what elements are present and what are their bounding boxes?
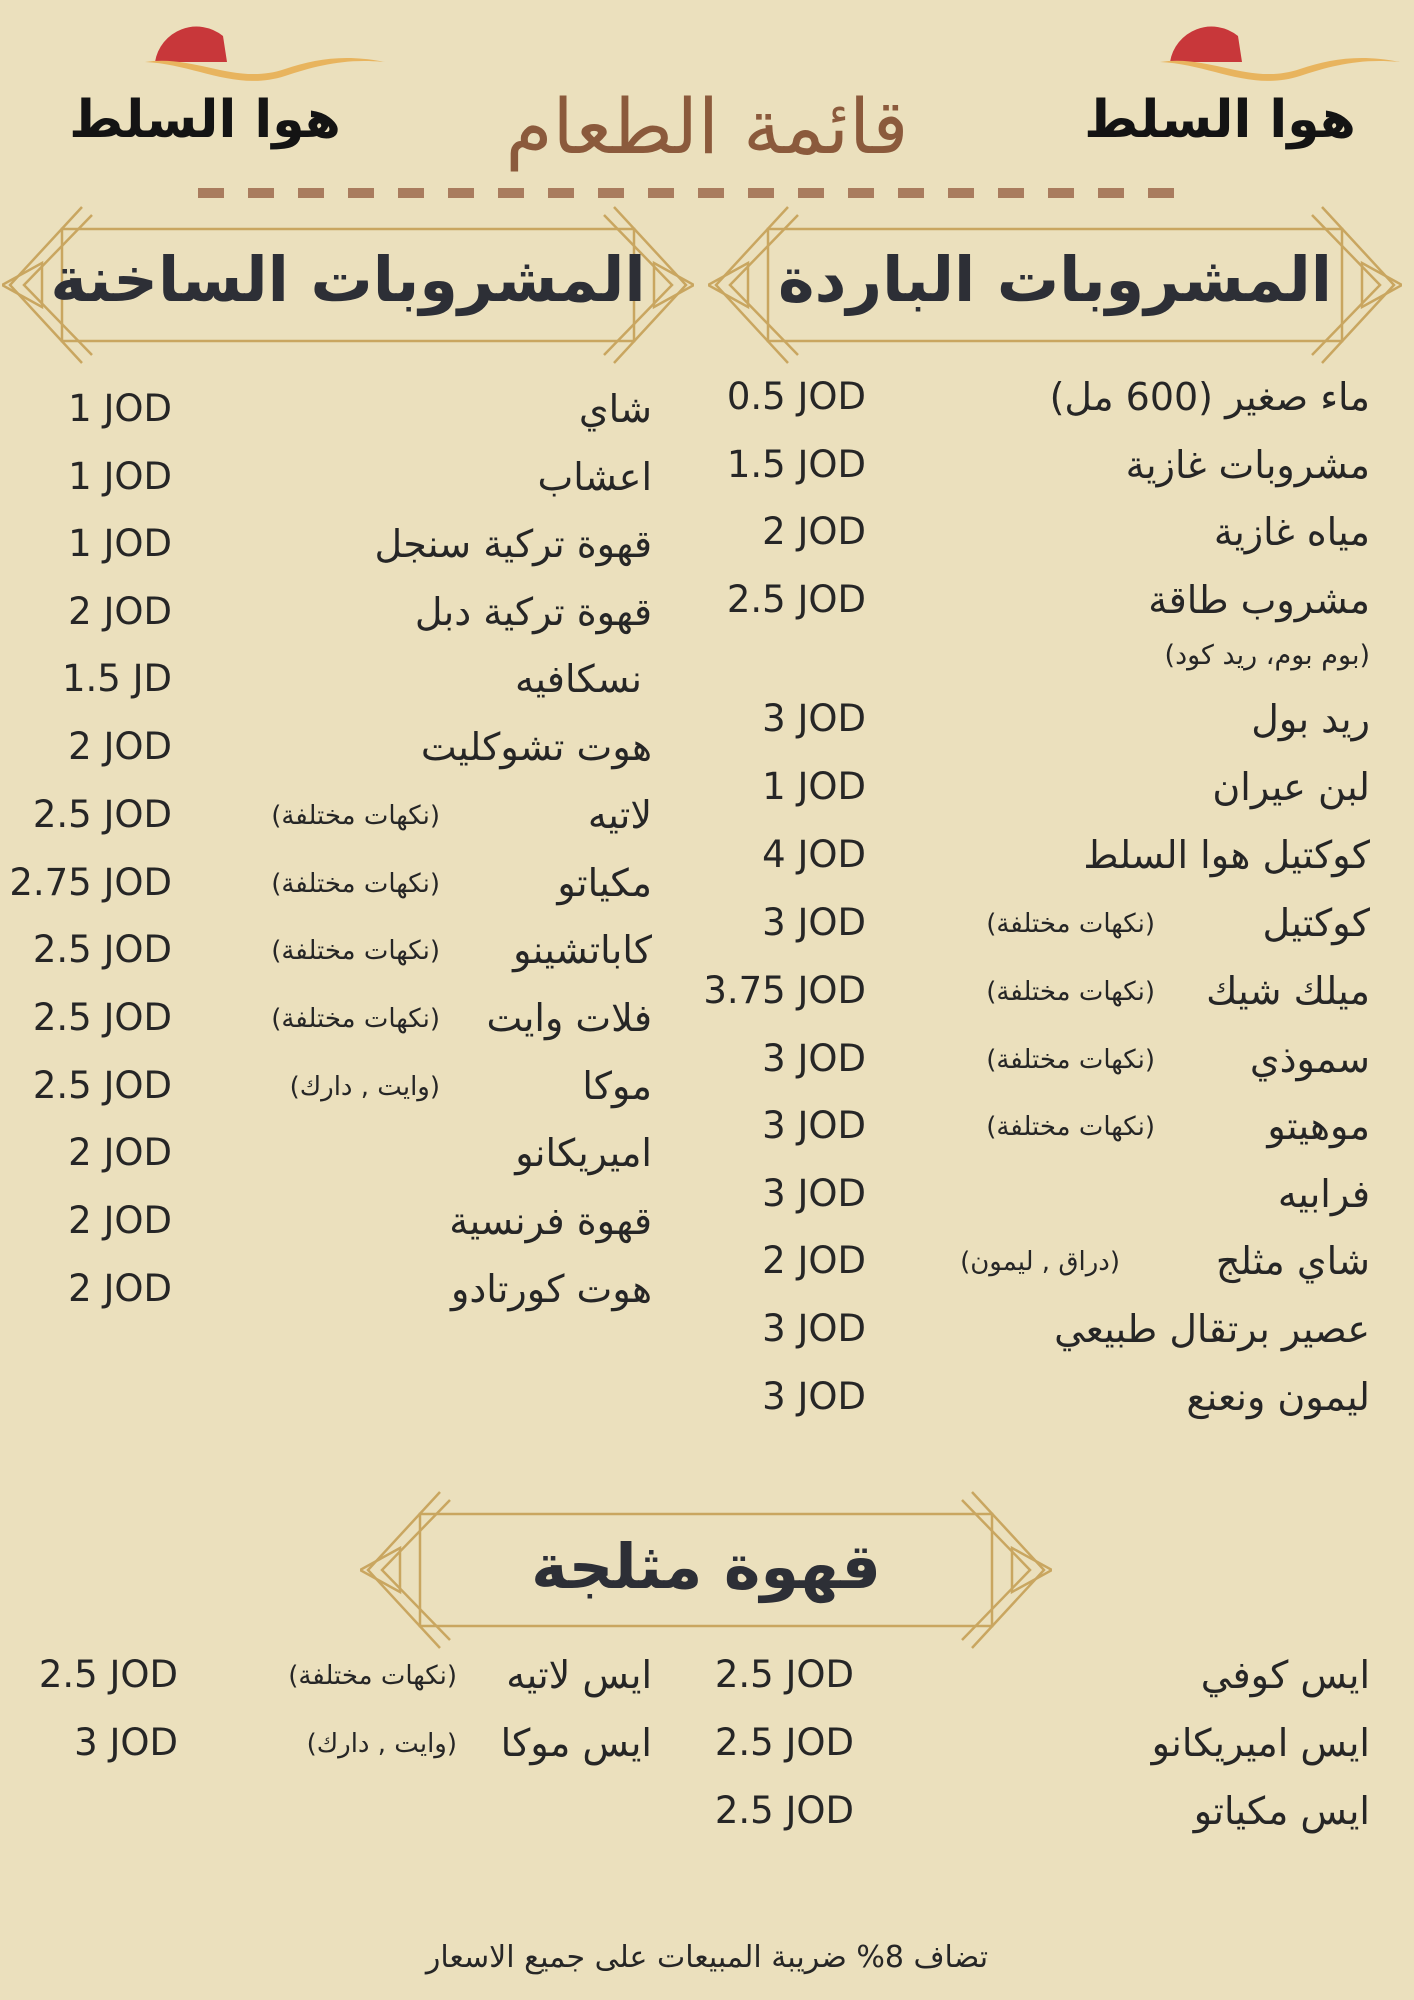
item-note: (نكهات مختلفة) [986,1045,1155,1075]
list-item [700,1718,1370,1768]
list-item [700,1236,1370,1286]
list-item [8,1061,652,1111]
item-name: ريد بول [1251,697,1370,741]
item-price: 2.75 JOD [9,861,172,904]
item-name: لاتيه [587,793,652,837]
hot-drinks-heading: المشروبات الساخنة [50,243,646,316]
item-name: هوت كورتادو [450,1267,652,1311]
item-name: مياه غازية [1213,510,1370,554]
cold-drinks-heading: المشروبات الباردة [778,243,1332,316]
item-price: 2 JOD [762,510,866,553]
sun-wave-icon [115,14,385,84]
list-item [700,1650,1370,1700]
item-name: ايس كوفي [1200,1653,1370,1697]
item-price: 1 JOD [762,765,866,808]
list-item [700,830,1370,880]
list-item [700,1101,1370,1151]
tax-note: تضاف 8% ضريبة المبيعات على جميع الاسعار [425,1940,989,1975]
item-price: 3 JOD [74,1721,178,1764]
dashed-divider [198,188,1198,198]
item-name: كوكتيل [1262,901,1370,945]
item-note: (وايت , دارك) [306,1729,457,1759]
item-name: كوكتيل هوا السلط [1083,833,1370,877]
item-price: 1 JOD [68,522,172,565]
cold-drinks-banner [708,205,1402,365]
item-price: 3 JOD [762,1037,866,1080]
item-note: (نكهات مختلفة) [271,801,440,831]
list-item [8,384,652,434]
item-note: (نكهات مختلفة) [986,1112,1155,1142]
sun-wave-icon [1130,14,1400,84]
item-price: 2 JOD [68,1199,172,1242]
item-name: شاي [578,387,652,431]
list-item [8,519,652,569]
item-price: 2 JOD [68,725,172,768]
item-note: (دراق , ليمون) [960,1247,1120,1277]
item-name: اميريكانو [515,1131,652,1175]
item-name: نسكافيه [514,657,642,701]
item-price: 2.5 JOD [726,578,866,621]
list-item [700,372,1370,422]
item-name: مشروب طاقة [1148,578,1370,622]
list-item [8,452,652,502]
item-note: (وايت , دارك) [289,1072,440,1102]
item-price: 2.5 JOD [38,1653,178,1696]
item-price: 1.5 JOD [726,443,866,486]
item-price: 1 JOD [68,387,172,430]
item-name: عصير برتقال طبيعي [1054,1307,1370,1351]
item-name: مكياتو [557,861,652,905]
item-name: ايس اميريكانو [1151,1721,1370,1765]
item-name: سموذي [1249,1037,1370,1081]
list-item [8,790,652,840]
list-item [8,654,652,704]
item-price: 2.5 JOD [32,793,172,836]
item-note: (نكهات مختلفة) [986,909,1155,939]
list-item [700,966,1370,1016]
list-item [8,1128,652,1178]
list-item [700,898,1370,948]
brand-logo-left [55,8,355,158]
item-name: ميلك شيك [1206,969,1370,1013]
hot-drinks-banner [2,205,694,365]
list-item [30,1718,652,1768]
item-price: 3 JOD [762,697,866,740]
item-name: ايس لاتيه [506,1653,652,1697]
item-name: ايس مكياتو [1193,1789,1370,1833]
item-name: فرابيه [1277,1172,1370,1216]
list-item [8,587,652,637]
item-price: 4 JOD [762,833,866,876]
page-title: قائمة الطعام [505,82,909,171]
list-item [8,993,652,1043]
brand-name-left: هوا السلط [69,90,341,150]
list-item [700,762,1370,812]
item-note: (نكهات مختلفة) [271,869,440,899]
item-note: (نكهات مختلفة) [271,1004,440,1034]
item-name: ليمون ونعنع [1186,1375,1370,1419]
item-name: اعشاب [537,455,652,499]
item-price: 2.5 JOD [32,928,172,971]
item-price: 0.5 JOD [726,375,866,418]
item-price: 3 JOD [762,1172,866,1215]
list-item [8,722,652,772]
item-note: (نكهات مختلفة) [271,936,440,966]
iced-coffee-heading: قهوة مثلجة [531,1530,881,1603]
list-item [700,694,1370,744]
iced-coffee-banner [360,1490,1052,1650]
item-name: ايس موكا [500,1721,652,1765]
item-name: كاباتشينو [513,928,652,972]
list-item [700,1786,1370,1836]
energy-drink-brands: (بوم بوم، ريد كود) [1164,640,1370,671]
item-price: 2.5 JOD [714,1721,854,1764]
list-item [8,1264,652,1314]
item-price: 2.5 JOD [32,996,172,1039]
item-price: 2 JOD [68,590,172,633]
item-price: 2 JOD [762,1239,866,1282]
item-name: قهوة تركية دبل [414,590,652,634]
item-name: قهوة فرنسية [449,1199,652,1243]
item-price: 2.5 JOD [32,1064,172,1107]
list-item [700,575,1370,625]
list-item [8,1196,652,1246]
item-price: 1 JOD [68,455,172,498]
list-item [700,1304,1370,1354]
item-price: 2 JOD [68,1267,172,1310]
item-price: 3 JOD [762,1307,866,1350]
item-name: هوت تشوكليت [420,725,652,769]
list-item [700,1034,1370,1084]
brand-logo-right [1070,8,1370,158]
list-item [700,507,1370,557]
item-price: 2.5 JOD [714,1653,854,1696]
item-price: 3 JOD [762,1104,866,1147]
item-name: فلات وايت [486,996,652,1040]
item-price: 1.5 JD [61,657,172,700]
list-item [700,1372,1370,1422]
item-price: 3.75 JOD [703,969,866,1012]
item-name: ماء صغير (600 مل) [1049,375,1370,419]
list-item [700,1169,1370,1219]
item-price: 3 JOD [762,901,866,944]
item-price: 2.5 JOD [714,1789,854,1832]
item-note: (نكهات مختلفة) [986,977,1155,1007]
item-name: موهيتو [1267,1104,1370,1148]
list-item [8,925,652,975]
list-item [8,858,652,908]
item-name: مشروبات غازية [1125,443,1370,487]
brand-name-right: هوا السلط [1084,90,1356,150]
item-price: 3 JOD [762,1375,866,1418]
list-item [700,440,1370,490]
item-name: قهوة تركية سنجل [374,522,652,566]
item-name: شاي مثلج [1215,1239,1370,1283]
item-name: لبن عيران [1212,765,1370,809]
item-name: موكا [582,1064,652,1108]
list-item [30,1650,652,1700]
item-price: 2 JOD [68,1131,172,1174]
item-note: (نكهات مختلفة) [288,1661,457,1691]
